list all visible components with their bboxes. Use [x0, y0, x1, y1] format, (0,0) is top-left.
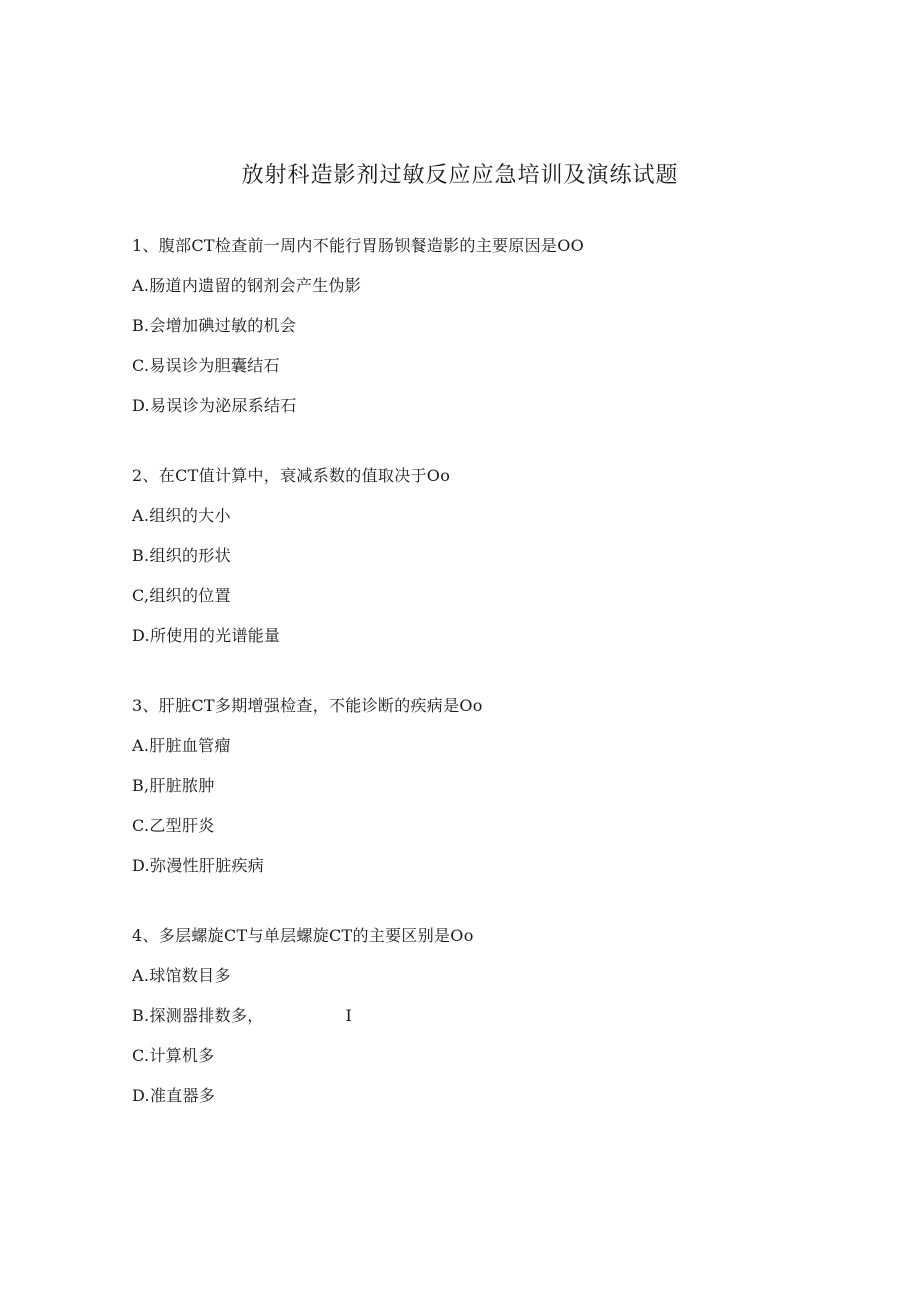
option-c: C,组织的位置 — [132, 586, 231, 605]
question-stem: 4、多层螺旋CT与单层螺旋CT的主要区别是Oo — [132, 926, 474, 945]
text-cursor-mark: I — [345, 1006, 353, 1025]
option-b: B.会增加碘过敏的机会 — [132, 316, 297, 335]
option-b-row — [132, 1006, 832, 1026]
option-c: C.乙型肝炎 — [132, 816, 215, 835]
option-c: C.计算机多 — [132, 1046, 215, 1065]
question-stem: 1、腹部CT检查前一周内不能行胃肠钡餐造影的主要原因是OO — [132, 236, 585, 255]
option-d: D.所使用的光谱能量 — [132, 626, 281, 645]
question-3 — [132, 696, 832, 896]
option-a: A.组织的大小 — [132, 506, 231, 525]
question-2 — [132, 466, 832, 666]
document-title: 放射科造影剂过敏反应应急培训及演练试题 — [241, 163, 679, 188]
option-d: D.准直器多 — [132, 1086, 216, 1105]
question-4 — [132, 926, 832, 1126]
option-d: D.弥漫性肝脏疾病 — [132, 856, 265, 875]
question-stem: 3、肝脏CT多期增强检查，不能诊断的疾病是Oo — [132, 696, 483, 715]
option-a: A.球馆数目多 — [132, 966, 231, 985]
option-d: D.易误诊为泌尿系结石 — [132, 396, 297, 415]
option-c: C.易误诊为胆囊结石 — [132, 356, 280, 375]
question-1 — [132, 236, 832, 436]
option-b: B.组织的形状 — [132, 546, 231, 565]
option-a: A.肝脏血管瘤 — [132, 736, 231, 755]
option-b: B.探测器排数多， — [132, 1006, 264, 1025]
option-a: A.肠道内遗留的钢剂会产生伪影 — [132, 276, 362, 295]
option-b: B,肝脏脓肿 — [132, 776, 215, 795]
question-stem: 2、在CT值计算中，衰减系数的值取决于Oo — [132, 466, 451, 485]
